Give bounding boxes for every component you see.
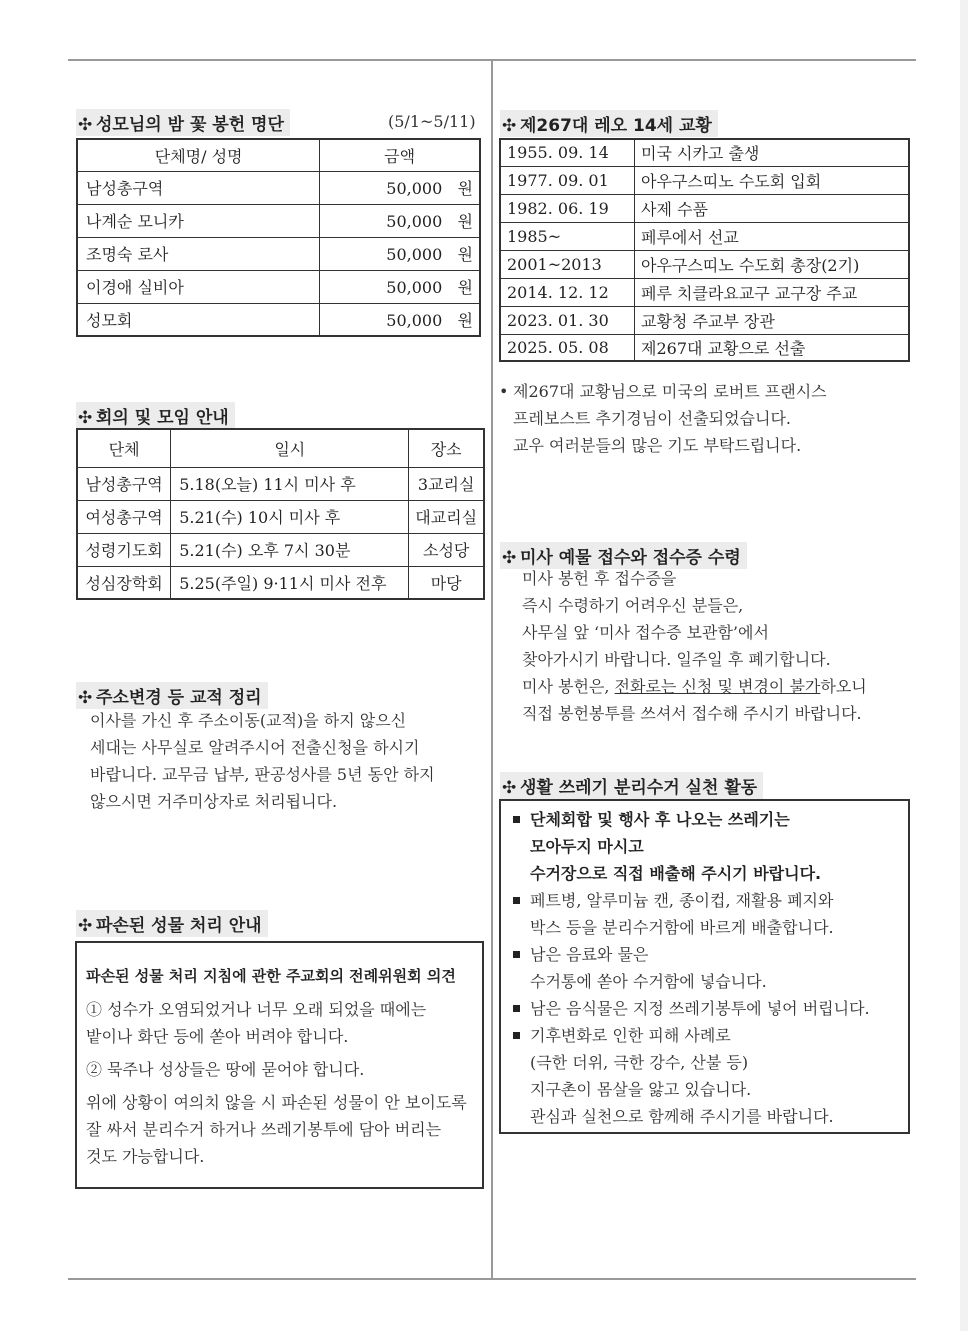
meetings-title: ✣ 회의 및 모임 안내	[76, 402, 235, 429]
recycle-item-line: 기후변화로 인한 피해 사례로	[530, 1026, 731, 1045]
unit: 원	[457, 310, 473, 330]
offering-amount: 50,000	[386, 212, 443, 231]
offering-amount: 50,000	[386, 179, 443, 198]
damaged-line: 잘 싸서 분리수거 하거나 쓰레기봉투에 담아 버리는	[86, 1120, 442, 1139]
damaged-line: 밭이나 화단 등에 쏟아 버려야 합니다.	[86, 1027, 349, 1046]
meeting-place: 3교리실	[409, 467, 484, 500]
pope-date: 2001~2013	[500, 250, 635, 278]
offering-period: (5/1~5/11)	[388, 112, 476, 131]
unit: 원	[457, 278, 473, 297]
offering-name: 이경애 실비아	[77, 270, 320, 303]
pope-note-line: 프레보스트 추기경님이 선출되었습니다.	[513, 409, 792, 428]
meeting-group: 성령기도회	[77, 533, 171, 566]
cross-icon: ✣	[78, 115, 93, 135]
meeting-group: 여성총구역	[77, 500, 171, 533]
mass-line: 즉시 수령하기 어려우신 분들은,	[522, 596, 744, 615]
pope-date: 1955. 09. 14	[500, 139, 635, 166]
mass-title: ✣ 미사 예물 접수와 접수증 수령	[500, 542, 747, 569]
table-row	[500, 166, 909, 194]
square-bullet-icon	[513, 1032, 520, 1039]
page-edge	[960, 0, 968, 1331]
mass-line: 찾아가시기 바랍니다. 일주일 후 폐기합니다.	[522, 650, 831, 669]
cross-icon: ✣	[78, 408, 93, 428]
address-line: 않으시면 거주미상자로 처리됩니다.	[90, 792, 338, 811]
pope-note	[499, 378, 827, 459]
meeting-place: 대교리실	[409, 500, 484, 533]
table-row	[500, 222, 909, 250]
meeting-group: 성심장학회	[77, 566, 171, 599]
meeting-place: 소성당	[409, 533, 484, 566]
recycle-item-line: 남은 음식물은 지정 쓰레기봉투에 넣어 버립니다.	[530, 999, 870, 1018]
damaged-heading: 파손된 성물 처리 지침에 관한 주교회의 전례위원회 의견	[86, 967, 456, 985]
square-bullet-icon	[513, 816, 520, 823]
pope-note-line: 교우 여러분들의 많은 기도 부탁드립니다.	[513, 436, 802, 455]
pope-table	[499, 138, 910, 362]
offering-title: ✣ 성모님의 밤 꽃 봉헌 명단	[76, 109, 290, 136]
damaged-box	[75, 941, 484, 1189]
table-row	[500, 278, 909, 306]
table-row	[77, 467, 484, 500]
pope-date: 2025. 05. 08	[500, 334, 635, 361]
square-bullet-icon	[513, 1005, 520, 1012]
offering-name: 남성총구역	[77, 171, 320, 204]
meeting-place: 마당	[409, 566, 484, 599]
recycle-item-line: 지구촌이 몸살을 앓고 있습니다.	[530, 1080, 752, 1099]
address-line: 세대는 사무실로 알려주시어 전출신청을 하시기	[90, 738, 420, 757]
mass-line: 직접 봉헌봉투를 쓰셔서 접수해 주시기 바랍니다.	[522, 704, 862, 723]
address-body	[90, 707, 435, 815]
address-line: 바랍니다. 교무금 납부, 판공성사를 5년 동안 하지	[90, 765, 435, 784]
recycle-item-line: (극한 더위, 극한 강수, 산불 등)	[530, 1053, 749, 1072]
table-row	[500, 250, 909, 278]
meetings-header-group: 단체	[77, 429, 171, 467]
phone-not-allowed-notice: 전화로는 신청 및 변경이 불가	[614, 677, 821, 696]
cross-icon: ✣	[502, 548, 517, 568]
pope-date: 1982. 06. 19	[500, 194, 635, 222]
offering-name: 나계순 모니카	[77, 204, 320, 237]
square-bullet-icon	[513, 897, 520, 904]
table-row	[77, 204, 480, 237]
table-row	[77, 171, 480, 204]
pope-event: 페루에서 선교	[635, 222, 910, 250]
column-divider	[491, 59, 493, 1280]
meeting-time: 5.18(오늘) 11시 미사 후	[171, 467, 409, 500]
offering-amount: 50,000	[386, 278, 443, 297]
pope-event: 아우구스띠노 수도회 입회	[635, 166, 910, 194]
cross-icon: ✣	[78, 688, 93, 708]
table-row	[500, 306, 909, 334]
meetings-header-time: 일시	[171, 429, 409, 467]
pope-date: 1985~	[500, 222, 635, 250]
damaged-title: ✣ 파손된 성물 처리 안내	[76, 910, 268, 937]
recycle-title: ✣ 생활 쓰레기 분리수거 실천 활동	[500, 772, 763, 799]
pope-event: 미국 시카고 출생	[635, 139, 910, 166]
offering-header-name: 단체명/ 성명	[77, 139, 320, 171]
address-title: ✣ 주소변경 등 교적 정리	[76, 682, 268, 709]
cross-icon: ✣	[78, 916, 93, 936]
unit: 원	[457, 245, 473, 264]
damaged-line: 것도 가능합니다.	[86, 1147, 205, 1166]
table-row	[77, 533, 484, 566]
recycle-item-line: 페트병, 알루미늄 캔, 종이컵, 재활용 폐지와	[530, 891, 834, 910]
offering-header-amount: 금액	[320, 139, 480, 171]
pope-event: 페루 치클라요교구 교구장 주교	[635, 278, 910, 306]
recycle-bold-line: 단체회합 및 행사 후 나오는 쓰레기는	[530, 810, 790, 829]
table-row	[77, 270, 480, 303]
pope-date: 2023. 01. 30	[500, 306, 635, 334]
pope-note-line: 제267대 교황님으로 미국의 로버트 프랜시스	[513, 382, 827, 401]
pope-event: 제267대 교황으로 선출	[635, 334, 910, 361]
meetings-table	[76, 428, 485, 600]
address-line: 이사를 가신 후 주소이동(교적)을 하지 않으신	[90, 711, 407, 730]
recycle-bold-line: 모아두지 마시고	[530, 837, 644, 856]
cross-icon: ✣	[502, 116, 517, 136]
mass-body	[522, 565, 867, 727]
pope-date: 2014. 12. 12	[500, 278, 635, 306]
meeting-time: 5.25(주일) 9·11시 미사 전후	[171, 566, 409, 599]
mass-line: 사무실 앞 ‘미사 접수증 보관함’에서	[522, 623, 769, 642]
table-row	[500, 194, 909, 222]
offering-amount: 50,000	[386, 245, 443, 264]
meeting-time: 5.21(수) 오후 7시 30분	[171, 533, 409, 566]
table-row	[77, 566, 484, 599]
recycle-item-line: 남은 음료와 물은	[530, 945, 649, 964]
recycle-box	[499, 799, 910, 1134]
recycle-item-line: 수거통에 쏟아 수거함에 넣습니다.	[530, 972, 767, 991]
pope-date: 1977. 09. 01	[500, 166, 635, 194]
meeting-group: 남성총구역	[77, 467, 171, 500]
recycle-item-line: 관심과 실천으로 함께해 주시기를 바랍니다.	[530, 1107, 834, 1126]
recycle-item-line: 박스 등을 분리수거함에 바르게 배출합니다.	[530, 918, 834, 937]
table-row	[500, 139, 909, 166]
meeting-time: 5.21(수) 10시 미사 후	[171, 500, 409, 533]
pope-title: ✣ 제267대 레오 14세 교황	[500, 110, 718, 137]
damaged-line: ② 묵주나 성상들은 땅에 묻어야 합니다.	[86, 1060, 365, 1079]
pope-event: 사제 수품	[635, 194, 910, 222]
mass-line-notice: 미사 봉헌은, 전화로는 신청 및 변경이 불가하오니	[522, 677, 867, 696]
unit: 원	[457, 179, 473, 198]
unit: 원	[457, 212, 473, 231]
damaged-line: ① 성수가 오염되었거나 너무 오래 되었을 때에는	[86, 1000, 427, 1019]
offering-name: 조명숙 로사	[77, 237, 320, 270]
bullet: •	[499, 382, 509, 401]
meetings-header-place: 장소	[409, 429, 484, 467]
offering-amount: 50,000	[386, 310, 443, 330]
mass-line: 미사 봉헌 후 접수증을	[522, 569, 677, 588]
table-row	[77, 303, 480, 336]
table-row	[77, 237, 480, 270]
cross-icon: ✣	[502, 778, 517, 798]
pope-event: 아우구스띠노 수도회 총장(2기)	[635, 250, 910, 278]
damaged-line: 위에 상황이 여의치 않을 시 파손된 성물이 안 보이도록	[86, 1093, 467, 1112]
offering-table	[76, 138, 481, 337]
square-bullet-icon	[513, 951, 520, 958]
table-row	[500, 334, 909, 361]
recycle-bold-line: 수거장으로 직접 배출해 주시기 바랍니다.	[530, 864, 822, 883]
table-row	[77, 500, 484, 533]
offering-name: 성모회	[77, 303, 320, 336]
pope-event: 교황청 주교부 장관	[635, 306, 910, 334]
